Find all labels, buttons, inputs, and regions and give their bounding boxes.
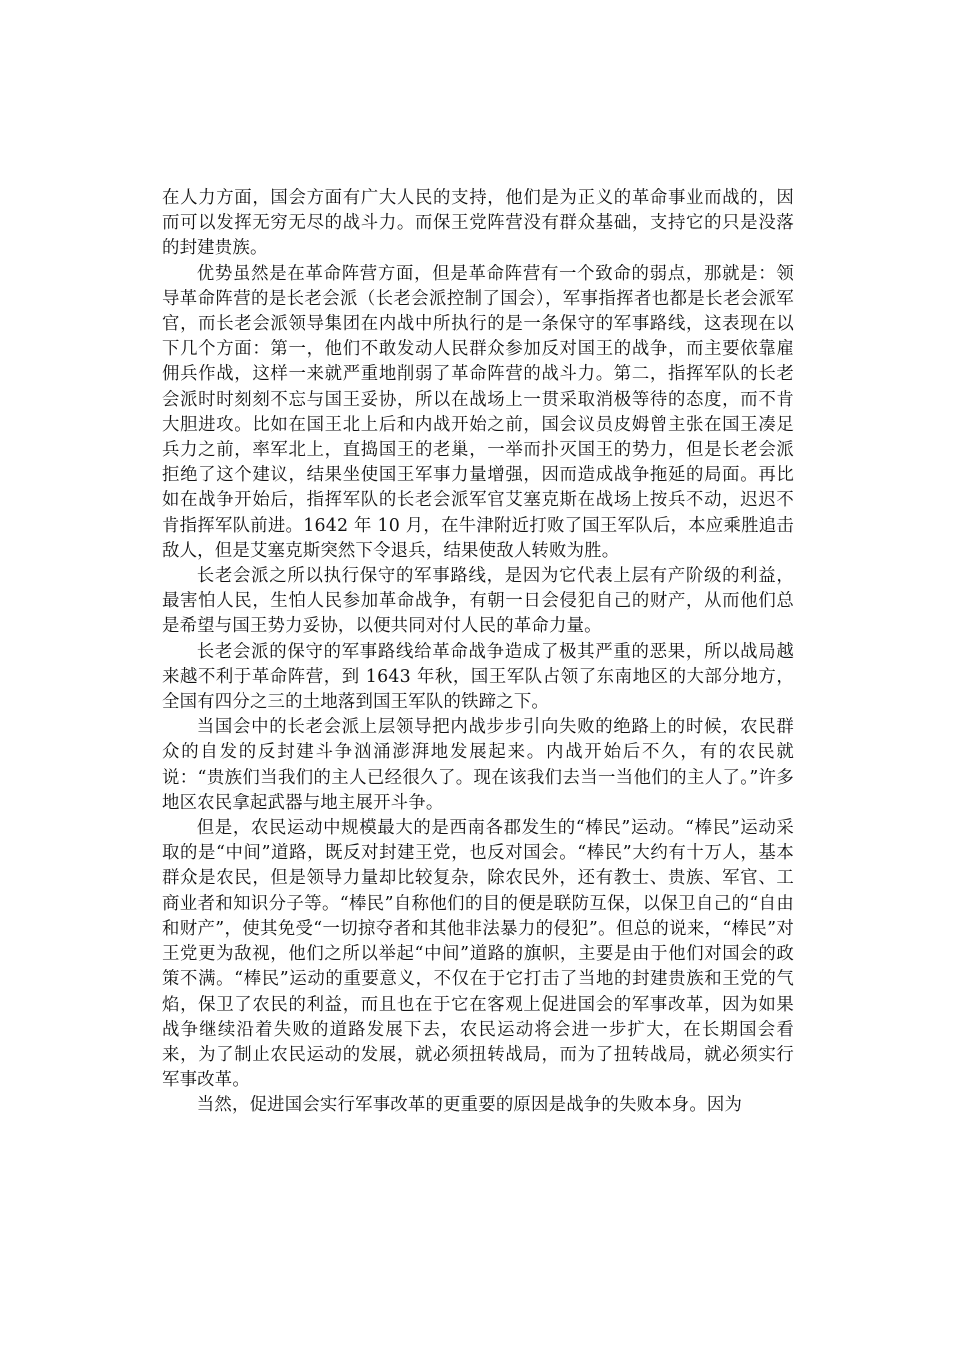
- paragraph-6: 但是，农民运动中规模最大的是西南各郡发生的“棒民”运动。“棒民”运动采取的是“中间”道路，既反对封建王党，也反对国会。“棒民”大约有十万人，基本群众是农民，但是领导力量却比较复杂，除农民外，还有教士、贵族、军官、工商业者和知识分子等。“棒民”自称他们的目的便是联防互保，以保卫自己的“自由和财产”，使其免受“一切掠夺者和其他非法暴力的侵犯”。但总的说来，“棒民”对王党更为敌视，他们之所以举起“中间”道路的旗帜，主要是由于他们对国会的政策不满。“棒民”运动的重要意义，不仅在于它打击了当地的封建贵族和王党的气焰，保卫了农民的利益，而且也在于它在客观上促进国会的军事改革，因为如果战争继续沿着失败的道路发展下去，农民运动将会进一步扩大，在长期国会看来，为了制止农民运动的发展，就必须扭转战局，而为了扭转战局，就必须实行军事改革。: [162, 818, 794, 1091]
- paragraph-4: 长老会派的保守的军事路线给革命战争造成了极其严重的恶果，所以战局越来越不利于革命阵营，到 1643 年秋，国王军队占领了东南地区的大部分地方，全国有四分之三的土地落到国王军队的铁蹄之下。: [162, 641, 794, 713]
- paragraph-2: 优势虽然是在革命阵营方面，但是革命阵营有一个致命的弱点，那就是：领导革命阵营的是长老会派（长老会派控制了国会），军事指挥者也都是长老会派军官，而长老会派领导集团在内战中所执行的是一条保守的军事路线，这表现在以下几个方面：第一，他们不敢发动人民群众参加反对国王的战争，而主要依靠雇佣兵作战，这样一来就严重地削弱了革命阵营的战斗力。第二，指挥军队的长老会派时时刻刻不忘与国王妥协，所以在战场上一贯采取消极等待的态度，而不肯大胆进攻。比如在国王北上后和内战开始之前，国会议员皮姆曾主张在国王凑足兵力之前，率军北上，直捣国王的老巢，一举而扑灭国王的势力，但是长老会派拒绝了这个建议，结果坐使国王军事力量增强，因而造成战争拖延的局面。再比如在战争开始后，指挥军队的长老会派军官艾塞克斯在战场上按兵不动，迟迟不肯指挥军队前进。1642 年 10 月，在牛津附近打败了国王军队后，本应乘胜追击敌人，但是艾塞克斯突然下令退兵，结果使敌人转败为胜。: [162, 263, 794, 561]
- paragraph-1: 在人力方面，国会方面有广大人民的支持，他们是为正义的革命事业而战的，因而可以发挥无穷无尽的战斗力。而保王党阵营没有群众基础，支持它的只是没落的封建贵族。: [162, 188, 794, 259]
- paragraph-3: 长老会派之所以执行保守的军事路线，是因为它代表上层有产阶级的利益，最害怕人民，生怕人民参加革命战争，有朝一日会侵犯自己的财产，从而他们总是希望与国王势力妥协，以便共同对付人民的革命力量。: [162, 566, 794, 637]
- paragraph-5: 当国会中的长老会派上层领导把内战步步引向失败的绝路上的时候，农民群众的自发的反封建斗争汹涌澎湃地发展起来。内战开始后不久，有的农民就说：“贵族们当我们的主人已经很久了。现在该我们去当一当他们的主人了。”许多地区农民拿起武器与地主展开斗争。: [162, 717, 794, 813]
- body-text: [162, 186, 794, 1119]
- paragraph-7: 当然，促进国会实行军事改革的更重要的原因是战争的失败本身。因为: [196, 1095, 743, 1116]
